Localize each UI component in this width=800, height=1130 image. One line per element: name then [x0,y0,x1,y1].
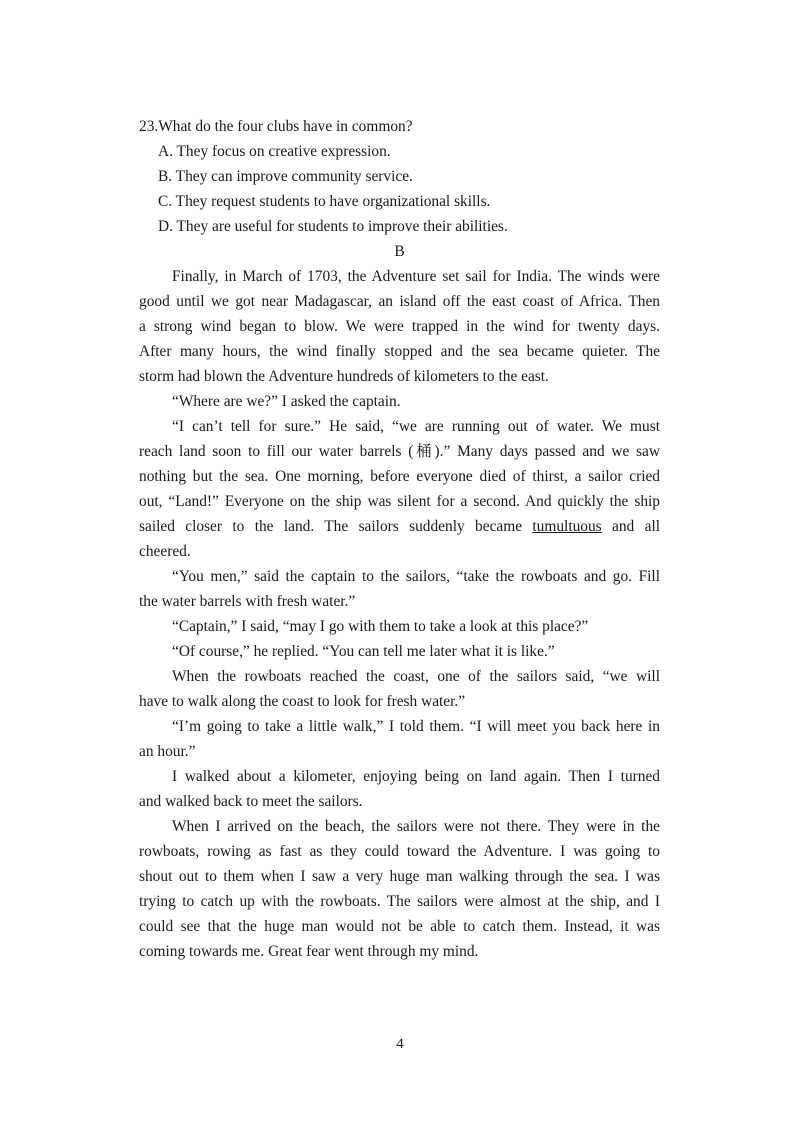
paragraph-line: “Where are we?” I asked the captain. [172,393,401,410]
text-run: sailed closer to the land. The sailors suddenly became [139,518,533,535]
paragraph-line: a strong wind began to blow. We were trapped in the wind for twenty days. [139,318,660,335]
paragraph-line: coming towards me. Great fear went through my mind. [139,943,479,960]
paragraph-line: trying to catch up with the rowboats. The sailors were almost at the ship, and I [139,893,660,910]
paragraph-5 [139,614,660,639]
paragraph-2 [139,389,660,414]
paragraph-line: good until we got near Madagascar, an island off the east coast of Africa. Then [139,293,660,310]
paragraph-line: Finally, in March of 1703, the Adventure set sail for India. The winds were [172,268,660,285]
paragraph-3 [139,414,660,564]
paragraph-line: “I’m going to take a little walk,” I told them. “I will meet you back here in [172,718,660,735]
paragraph-line: out, “Land!” Everyone on the ship was silent for a second. And quickly the ship [139,493,660,510]
paragraph-10 [139,814,660,964]
paragraph-4 [139,564,660,614]
paragraph-6 [139,639,660,664]
paragraph-line: reach land soon to fill our water barrels (桶).” Many days passed and we saw [139,443,660,460]
option-a: A. They focus on creative expression. [158,143,391,160]
option-c: C. They request students to have organizational skills. [158,193,491,210]
document-page [139,114,660,964]
paragraph-line: “Captain,” I said, “may I go with them to take a look at this place?” [172,618,589,635]
paragraph-line: rowboats, rowing as fast as they could toward the Adventure. I was going to [139,843,660,860]
paragraph-line: When I arrived on the beach, the sailors were not there. They were in the [172,818,660,835]
paragraph-line: the water barrels with fresh water.” [139,593,356,610]
paragraph-line: When the rowboats reached the coast, one of the sailors said, “we will [172,668,660,685]
page-number: 4 [396,1036,404,1052]
section-label: B [394,243,405,260]
paragraph-line: nothing but the sea. One morning, before everyone died of thirst, a sailor cried [139,468,660,485]
paragraph-line: “You men,” said the captain to the sailors, “take the rowboats and go. Fill [172,568,660,585]
paragraph-line: storm had blown the Adventure hundreds of kilometers to the east. [139,368,549,385]
paragraph-line: an hour.” [139,743,196,760]
paragraph-8 [139,714,660,764]
question-stem: 23.What do the four clubs have in common? [139,118,413,135]
paragraph-line: I walked about a kilometer, enjoying being on land again. Then I turned [172,768,660,785]
paragraph-line: “Of course,” he replied. “You can tell me later what it is like.” [172,643,555,660]
paragraph-line: cheered. [139,543,191,560]
paragraph-line: “I can’t tell for sure.” He said, “we are running out of water. We must [172,418,660,435]
paragraph-9 [139,764,660,814]
paragraph-line: After many hours, the wind finally stopped and the sea became quieter. The [139,343,660,360]
underlined-word: tumultuous [532,518,602,535]
paragraph-1 [139,264,660,389]
paragraph-line: and walked back to meet the sailors. [139,793,363,810]
paragraph-line [139,514,660,539]
paragraph-7 [139,664,660,714]
paragraph-line: could see that the huge man would not be able to catch them. Instead, it was [139,918,660,935]
option-d: D. They are useful for students to improve their abilities. [158,218,508,235]
paragraph-line: shout out to them when I saw a very huge man walking through the sea. I was [139,868,660,885]
text-run: and all [601,518,660,535]
paragraph-line: have to walk along the coast to look for fresh water.” [139,693,466,710]
option-b: B. They can improve community service. [158,168,413,185]
